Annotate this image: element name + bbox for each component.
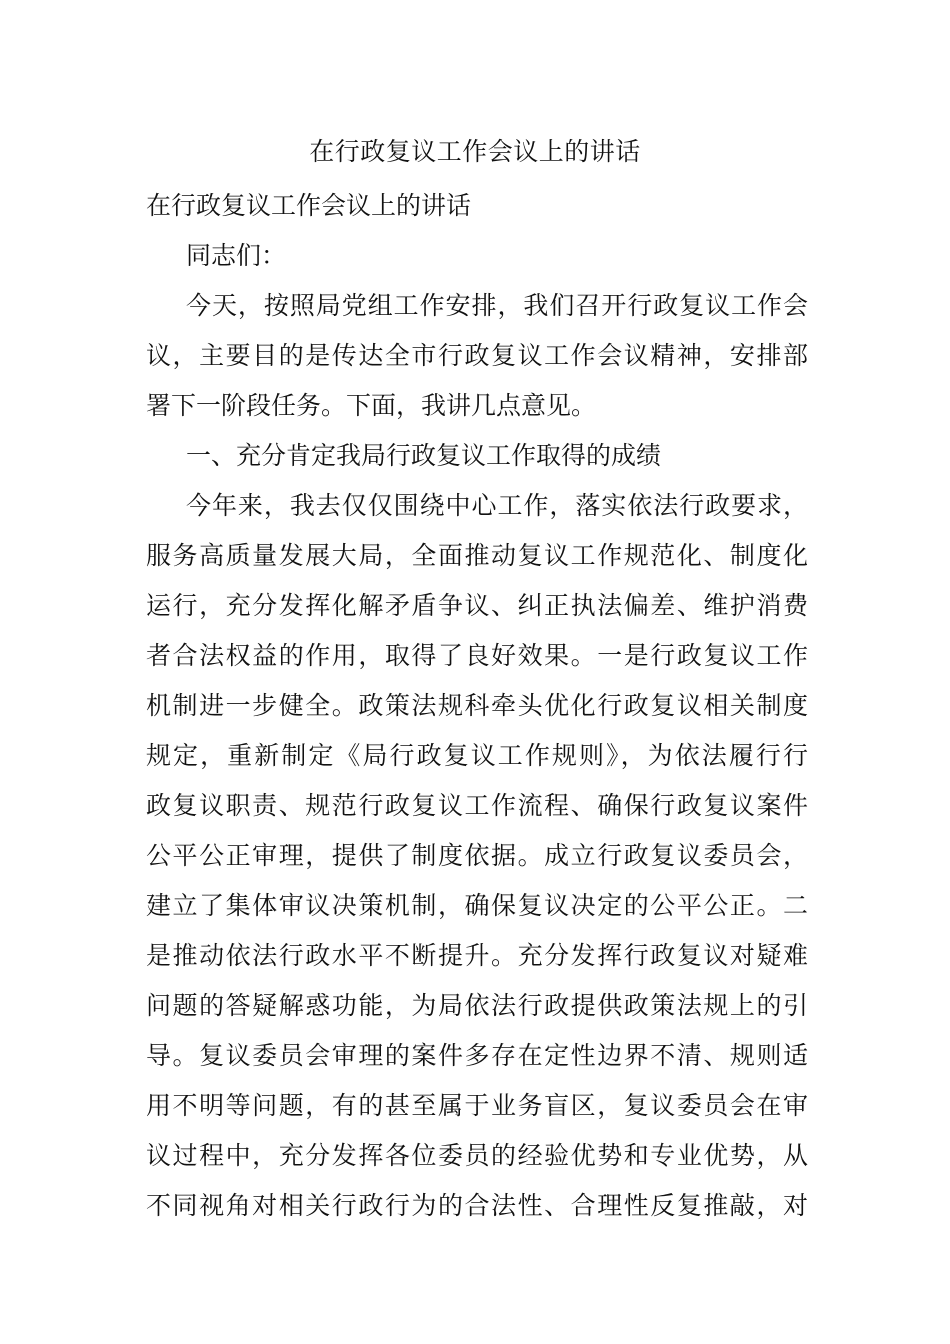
body-line: 规定，重新制定《局行政复议工作规则》，为依法履行行 xyxy=(146,741,808,770)
body-line: 不同视角对相关行政行为的合法性、合理性反复推敲，对 xyxy=(146,1191,808,1220)
body-line: 今年来，我去仅仅围绕中心工作，落实依法行政要求， xyxy=(186,491,808,520)
body-line: 问题的答疑解惑功能，为局依法行政提供政策法规上的引 xyxy=(146,991,808,1020)
body-line: 运行，充分发挥化解矛盾争议、纠正执法偏差、维护消费 xyxy=(146,591,808,620)
body-line: 议过程中，充分发挥各位委员的经验优势和专业优势，从 xyxy=(146,1141,808,1170)
body-line: 服务高质量发展大局，全面推动复议工作规范化、制度化 xyxy=(146,541,808,570)
body-line: 今天，按照局党组工作安排，我们召开行政复议工作会 xyxy=(186,291,808,320)
body-line: 在行政复议工作会议上的讲话 xyxy=(146,191,472,220)
body-line: 者合法权益的作用，取得了良好效果。一是行政复议工作 xyxy=(146,641,808,670)
body-line: 政复议职责、规范行政复议工作流程、确保行政复议案件 xyxy=(146,791,808,820)
body-line: 公平公正审理，提供了制度依据。成立行政复议委员会， xyxy=(146,841,808,870)
body-line: 导。复议委员会审理的案件多存在定性边界不清、规则适 xyxy=(146,1041,808,1070)
body-line: 同志们： xyxy=(186,241,287,270)
document-body xyxy=(146,181,808,1231)
body-line: 是推动依法行政水平不断提升。充分发挥行政复议对疑难 xyxy=(146,941,808,970)
body-line: 一、充分肯定我局行政复议工作取得的成绩 xyxy=(186,441,662,470)
body-line: 机制进一步健全。政策法规科牵头优化行政复议相关制度 xyxy=(146,691,808,720)
document-title: 在行政复议工作会议上的讲话 xyxy=(309,137,641,166)
body-line: 建立了集体审议决策机制，确保复议决定的公平公正。二 xyxy=(146,891,808,920)
body-line: 议，主要目的是传达全市行政复议工作会议精神，安排部 xyxy=(146,341,808,370)
body-line: 用不明等问题，有的甚至属于业务盲区，复议委员会在审 xyxy=(146,1091,808,1120)
body-line: 署下一阶段任务。下面，我讲几点意见。 xyxy=(146,391,597,420)
